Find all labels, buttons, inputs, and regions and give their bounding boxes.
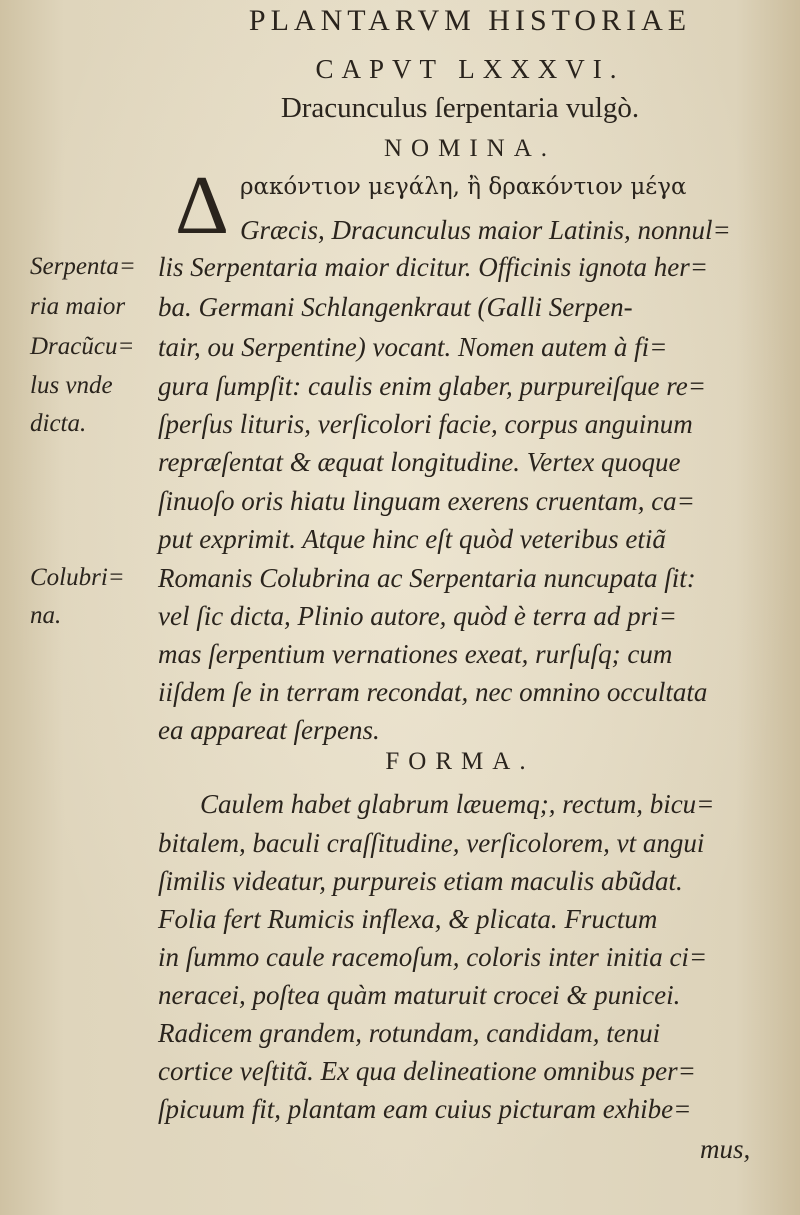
body-line: Romanis Colubrina ac Serpentaria nuncupata ſit: — [158, 563, 696, 593]
forma-line: Radicem grandem, rotundam, candidam, tenui — [158, 1018, 661, 1048]
body-line: lis Serpentaria maior dicitur. Officinis ignota her= — [158, 252, 708, 282]
margin-note: Colubri= — [30, 564, 125, 591]
body-line: ea appareat ſerpens. — [158, 715, 380, 745]
body-line: mas ſerpentium vernationes exeat, rurſuſq; cum — [158, 639, 673, 669]
body-line: ſinuoſo oris hiatu linguam exerens cruentam, ca= — [158, 486, 695, 516]
forma-heading: FORMA. — [385, 748, 535, 775]
margin-note: lus vnde — [30, 372, 113, 399]
chapter-number: CAPVT LXXXVI. — [315, 54, 625, 84]
forma-line: in ſummo caule racemoſum, coloris inter initia ci= — [158, 942, 708, 972]
drop-cap: Δ — [175, 159, 230, 252]
body-line: ſperſus lituris, verſicolori facie, corpus anguinum — [158, 409, 693, 439]
chapter-title: Dracunculus ſerpentaria vulgò. — [280, 92, 640, 124]
body-line: Græcis, Dracunculus maior Latinis, nonnul= — [240, 215, 731, 245]
forma-line: Folia fert Rumicis inflexa, & plicata. Fructum — [158, 904, 658, 934]
margin-note: Dracũcu= — [30, 333, 135, 360]
body-line: repræſentat & æquat longitudine. Vertex quoque — [158, 447, 681, 477]
forma-line: neracei, poſtea quàm maturuit crocei & punicei. — [158, 980, 681, 1010]
forma-line: bitalem, baculi craſſitudine, verſicolorem, vt angui — [158, 828, 705, 858]
nomina-heading: NOMINA. — [383, 135, 557, 162]
body-line: ba. Germani Schlangenkraut (Galli Serpen- — [158, 292, 633, 322]
body-line: tair, ou Serpentine) vocant. Nomen autem à fi= — [158, 332, 668, 362]
forma-line: ſimilis videatur, purpureis etiam maculis abũdat. — [158, 866, 683, 896]
body-line: vel ſic dicta, Plinio autore, quòd è terra ad pri= — [158, 601, 677, 631]
forma-line: cortice veſtitã. Ex qua delineatione omnibus per= — [158, 1056, 696, 1086]
running-head: PLANTARVM HISTORIAE — [248, 4, 692, 37]
forma-line: mus, — [700, 1134, 751, 1164]
body-line: gura ſumpſit: caulis enim glaber, purpureiſque re= — [158, 371, 706, 401]
margin-note: ria maior — [30, 293, 126, 320]
body-line: ρακόντιον μεγάλη, ἢ δρακόντιον μέγα — [240, 174, 687, 200]
forma-line: Caulem habet glabrum læuemq;, rectum, bicu= — [200, 789, 715, 819]
forma-line: ſpicuum fit, plantam eam cuius picturam exhibe= — [158, 1094, 692, 1124]
body-line: iiſdem ſe in terram recondat, nec omnino occultata — [158, 677, 708, 707]
margin-note: Serpenta= — [30, 253, 136, 280]
margin-note: dicta. — [30, 410, 87, 437]
body-line: put exprimit. Atque hinc eſt quòd veteribus etiã — [158, 524, 666, 554]
margin-note: na. — [30, 602, 62, 629]
